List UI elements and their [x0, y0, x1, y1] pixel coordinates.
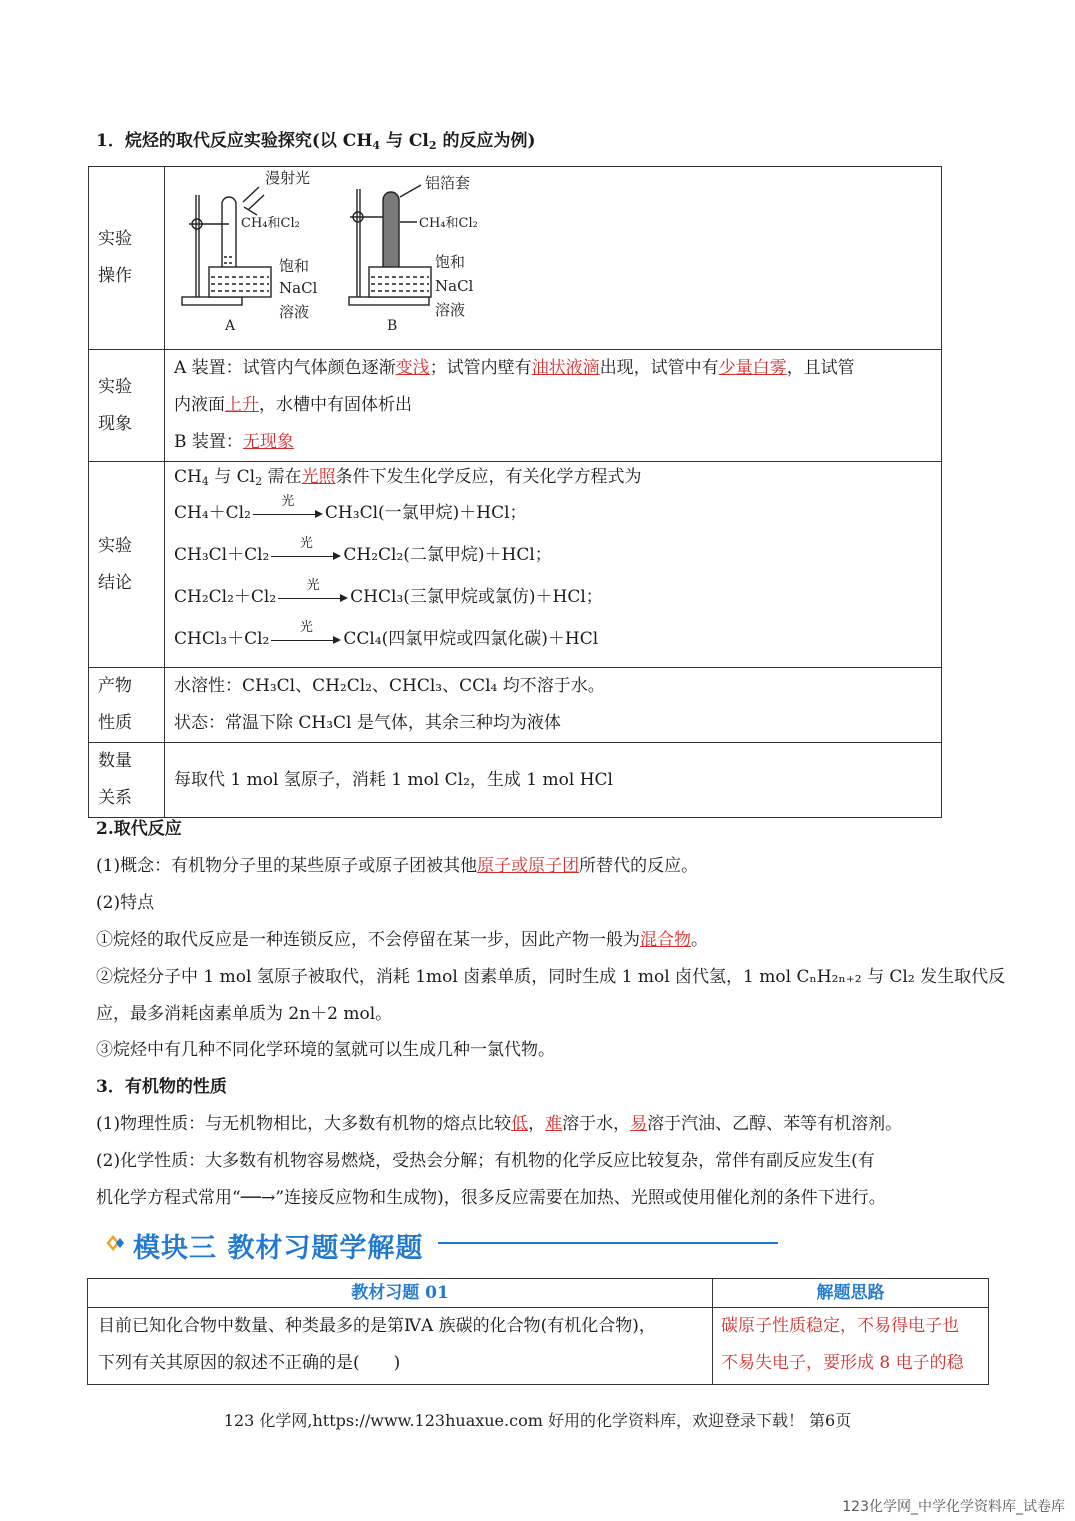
reaction-arrow: 光	[253, 507, 323, 521]
foil-label: 铝箔套	[425, 174, 471, 192]
equation-2: CH₃Cl＋Cl₂ 光 CH₂Cl₂(二氯甲烷)＋HCl；	[174, 535, 552, 565]
concept-line: (1)概念：有机物分子里的某些原子或原子团被其他原子或原子团所替代的反应。	[96, 856, 699, 876]
equation-1: CH₄＋Cl₂ 光 CH₃Cl(一氯甲烷)＋HCl；	[174, 493, 527, 523]
section2-title: 2.取代反应	[96, 819, 182, 839]
row-operation	[89, 167, 942, 350]
exercise-question: 目前已知化合物中数量、种类最多的是第ⅣA 族碳的化合物(有机化合物)， 下列有关其原因的叙述不正确的是( )	[88, 1308, 713, 1385]
gas-label-a: CH₄和Cl₂	[241, 216, 300, 231]
svg-text:溶液: 溶液	[435, 301, 466, 319]
apparatus-cell	[165, 167, 942, 350]
reaction-arrow: 光	[271, 633, 341, 647]
banner-divider	[438, 1242, 778, 1244]
svg-text:NaCl: NaCl	[435, 277, 474, 295]
property-line-2: 状态：常温下除 CH₃Cl 是气体，其余三种均为液体	[174, 713, 561, 733]
apparatus-a	[182, 187, 271, 305]
section3-title: 3．有机物的性质	[96, 1077, 227, 1097]
row-quantity	[89, 743, 942, 818]
features-title: (2)特点	[96, 893, 155, 913]
solution-header: 解题思路	[713, 1279, 989, 1308]
exercise-table	[87, 1278, 989, 1385]
reaction-arrow: 光	[278, 591, 348, 605]
exercise-header-row	[88, 1279, 989, 1308]
svg-text:饱和: 饱和	[279, 257, 310, 275]
svg-text:溶液: 溶液	[279, 303, 310, 321]
label-conclusion: 实验 结论	[89, 462, 165, 668]
property-line-1: 水溶性：CH₃Cl、CH₂Cl₂、CHCl₃、CCl₄ 均不溶于水。	[174, 676, 605, 696]
quantity-cell	[165, 743, 942, 818]
label-b: B	[387, 318, 398, 334]
phenomenon-line-3: B 装置：无现象	[174, 432, 294, 452]
label-property: 产物 性质	[89, 668, 165, 743]
feature-3: ③烷烃中有几种不同化学环境的氢就可以生成几种一氯代物。	[96, 1040, 555, 1060]
diamond-icon	[102, 1232, 126, 1254]
feature-2-line-2: 应，最多消耗卤素单质为 2n＋2 mol。	[96, 1004, 393, 1024]
svg-text:饱和: 饱和	[435, 253, 466, 271]
chemical-properties-line-2: 机化学方程式常用“──→”连接反应物和生成物)，很多反应需要在加热、光照或使用催化剂的条件下进行。	[96, 1188, 886, 1208]
phenomenon-line-1: A 装置：试管内气体颜色逐渐变浅；试管内壁有油状液滴出现，试管中有少量白雾，且试管	[174, 358, 855, 378]
row-phenomenon	[89, 350, 942, 462]
page-footer: 123 化学网,https://www.123huaxue.com 好用的化学资料库，欢迎登录下载！ 第6页	[223, 1411, 852, 1430]
exercise-header: 教材习题 01	[88, 1279, 713, 1308]
phenomenon-cell	[165, 350, 942, 462]
section1-title: 1．烷烃的取代反应实验探究(以 $CH_4$ 与 $Cl_2$ 的反应为例)	[96, 131, 536, 152]
physical-properties: (1)物理性质：与无机物相比，大多数有机物的熔点比较低，难溶于水，易溶于汽油、乙醇、苯等有机溶剂。	[96, 1114, 903, 1134]
phenomenon-line-2: 内液面上升，水槽中有固体析出	[174, 395, 412, 415]
apparatus-b	[349, 185, 431, 305]
label-a: A	[225, 318, 236, 334]
feature-2-line-1: ②烷烃分子中 1 mol 氢原子被取代，消耗 1mol 卤素单质，同时生成 1 mol 卤代氢，1 mol CₙH₂ₙ₊₂ 与 Cl₂ 发生取代反	[96, 967, 1006, 987]
row-conclusion	[89, 462, 942, 668]
equation-4: CHCl₃＋Cl₂ 光 CCl₄(四氯甲烷或四氯化碳)＋HCl	[174, 619, 599, 649]
conclusion-intro: $CH_4$ 与 $Cl_2$ 需在光照条件下发生化学反应，有关化学方程式为	[174, 467, 642, 488]
label-phenomenon: 实验 现象	[89, 350, 165, 462]
apparatus-diagram	[169, 167, 509, 347]
exercise-body-row	[88, 1308, 989, 1385]
site-watermark: 123化学网_中学化学资料库_试卷库	[842, 1499, 1065, 1515]
conclusion-cell	[165, 462, 942, 668]
gas-label-b: CH₄和Cl₂	[419, 216, 478, 231]
reaction-arrow: 光	[271, 549, 341, 563]
module-banner-title: 模块三 教材习题学解题	[133, 1233, 424, 1264]
quantity-line-1: 每取代 1 mol 氢原子，消耗 1 mol Cl₂，生成 1 mol HCl	[174, 769, 613, 790]
light-label: 漫射光	[265, 169, 311, 187]
row-property	[89, 668, 942, 743]
equation-3: CH₂Cl₂＋Cl₂ 光 CHCl₃(三氯甲烷或氯仿)＋HCl；	[174, 577, 603, 607]
chemical-properties-line-1: (2)化学性质：大多数有机物容易燃烧，受热会分解；有机物的化学反应比较复杂，常伴有副反应发生(有	[96, 1151, 875, 1171]
feature-1: ①烷烃的取代反应是一种连锁反应，不会停留在某一步，因此产物一般为混合物。	[96, 930, 708, 950]
solution-text: 碳原子性质稳定，不易得电子也 不易失电子，要形成 8 电子的稳	[713, 1308, 989, 1385]
label-operation: 实验 操作	[89, 167, 165, 350]
experiment-table	[88, 166, 942, 818]
svg-text:NaCl: NaCl	[279, 279, 318, 297]
property-cell	[165, 668, 942, 743]
label-quantity: 数量 关系	[89, 743, 165, 818]
